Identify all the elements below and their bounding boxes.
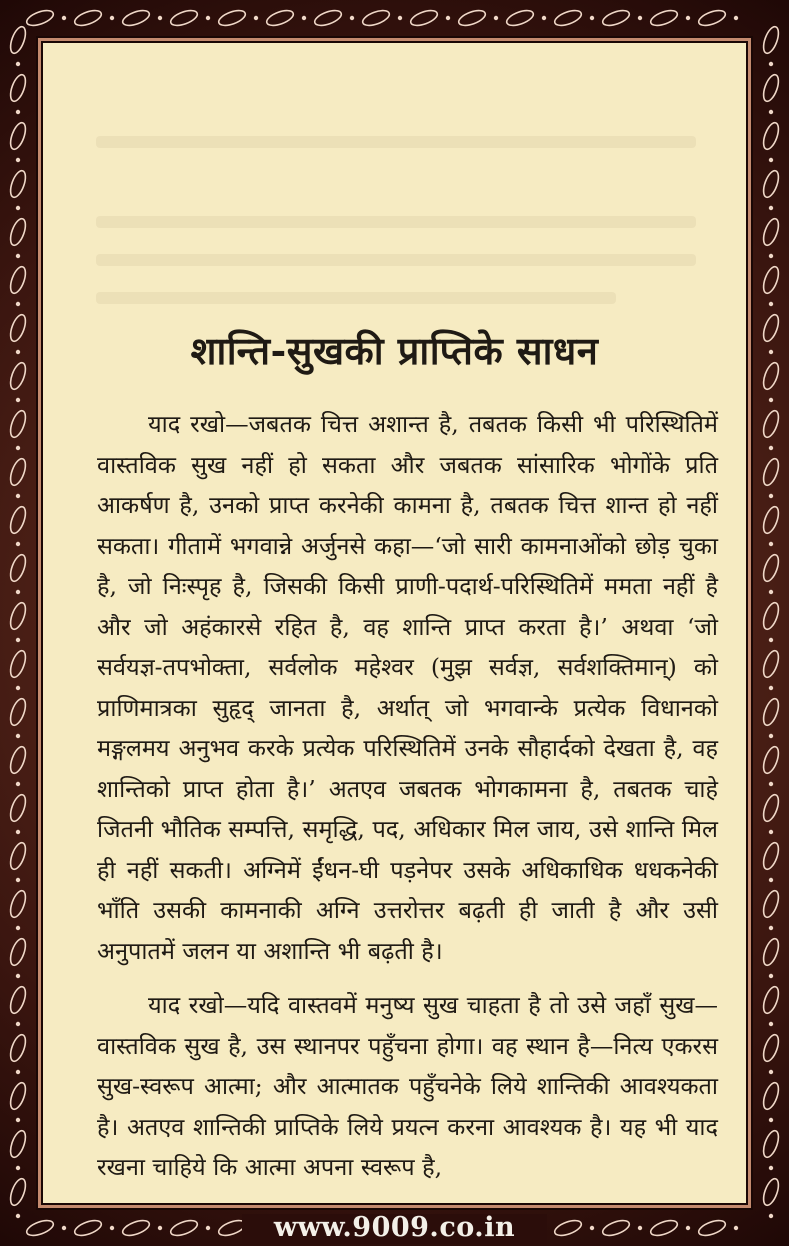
bleed-through-line — [96, 292, 616, 304]
ornament-loop — [8, 25, 29, 55]
ornament-dot — [16, 1118, 20, 1122]
ornament-dot — [734, 16, 738, 20]
ornament-loop — [761, 217, 782, 247]
ornament-loop — [761, 265, 782, 295]
ornament-dot — [769, 206, 773, 210]
ornament-dot — [16, 350, 20, 354]
ornament-loop — [761, 985, 782, 1015]
ornament-dot — [16, 830, 20, 834]
ornament-loop — [761, 25, 782, 55]
ornament-dot — [16, 542, 20, 546]
ornament-loop — [8, 553, 29, 583]
ornament-dot — [16, 590, 20, 594]
ornament-loop — [8, 937, 29, 967]
ornament-dot — [769, 62, 773, 66]
ornament-dot — [16, 494, 20, 498]
ornament-loop — [8, 745, 29, 775]
ornament-dot — [16, 686, 20, 690]
ornament-loop — [761, 649, 782, 679]
ornament-dot — [16, 254, 20, 258]
ornament-dot — [16, 206, 20, 210]
ornament-loop — [649, 8, 679, 29]
ornament-loop — [761, 1177, 782, 1207]
ornament-dot — [638, 16, 642, 20]
ornament-loop — [8, 601, 29, 631]
bleed-through-line — [96, 216, 696, 228]
ornament-dot — [769, 830, 773, 834]
ornament-loop — [8, 985, 29, 1015]
ornament-dot — [16, 446, 20, 450]
ornament-dot — [446, 16, 450, 20]
ornament-loop — [8, 73, 29, 103]
ornament-dot — [16, 398, 20, 402]
ornament-dot — [16, 1070, 20, 1074]
ornament-dot — [16, 734, 20, 738]
ornament-dot — [769, 926, 773, 930]
ornament-loop — [761, 73, 782, 103]
ornament-loop — [761, 553, 782, 583]
ornament-dot — [769, 494, 773, 498]
ornament-loop — [8, 265, 29, 295]
ornament-dot — [769, 1022, 773, 1026]
bleed-through-line — [96, 254, 696, 266]
ornamental-border-left — [0, 0, 36, 1246]
ornament-loop — [8, 505, 29, 535]
ornament-loop — [761, 793, 782, 823]
paragraph: याद रखो—यदि वास्तवमें मनुष्य सुख चाहता है तो उसे जहाँ सुख—वास्तविक सुख है, उस स्थानपर पहुँचना होगा। वह स्थान है—नित्य एकरस सुख-स्वरूप आत्मा; और आत्मातक पहुँचनेके लिये शान्तिकी आवश्यकता है। अतएव शान्तिकी प्राप्तिके लिये प्रयत्न करना आवश्यक है। यह भी याद रखना चाहिये कि आत्मा अपना स्वरूप है, — [97, 991, 718, 1181]
ornament-loop — [73, 8, 103, 29]
ornament-loop — [761, 1081, 782, 1111]
ornament-dot — [769, 398, 773, 402]
paragraph: याद रखो—जबतक चित्त अशान्त है, तबतक किसी भी परिस्थितिमें वास्तविक सुख नहीं हो सकता और जबतक सांसारिक भोगोंके प्रति आकर्षण है, उनको प्राप्त करनेकी कामना है, तबतक चित्त शान्त हो नहीं सकता। गीतामें भगवान्ने अर्जुनसे कहा—‘जो सारी कामनाओंको छोड़ चुका है, जो निःस्पृह है, जिसकी किसी प्राणी-पदार्थ-परिस्थितिमें ममता नहीं है और जो अहंकारसे रहित है, वह शान्ति प्राप्त करता है।’ अथवा ‘जो सर्वयज्ञ-तपभोक्ता, सर्वलोक महेश्वर (मुझ सर्वज्ञ, सर्वशक्तिमान्) को प्राणिमात्रका सुहृद् जानता है, अर्थात् जो भगवान्के प्रत्येक विधानको मङ्गलमय अनुभव करके प्रत्येक परिस्थितिमें उनके सौहार्दको देखता है, वह शान्तिको प्राप्त होता है।’ अतएव जबतक भोगकामना है, तबतक चाहे जितनी भौतिक सम्पत्ति, समृद्धि, पद, अधिकार मिल जाय, उसे शान्ति मिल ही नहीं सकती। अग्निमें ईंधन-घी पड़नेपर उसके अधिकाधिक धधकनेकी भाँति उसकी कामनाकी अग्नि उत्तरोत्तर बढ़ती ही जाती है और उसी अनुपातमें जलन या अशान्ति भी बढ़ती है। — [97, 410, 718, 965]
ornament-dot — [110, 16, 114, 20]
ornament-dot — [254, 16, 258, 20]
ornament-loop — [8, 217, 29, 247]
ornament-loop — [761, 121, 782, 151]
ornament-loop — [761, 745, 782, 775]
ornament-dot — [302, 16, 306, 20]
ornament-loop — [217, 8, 247, 29]
ornament-loop — [169, 8, 199, 29]
site-url[interactable]: www.9009.co.in — [273, 1212, 516, 1243]
ornament-loop — [601, 8, 631, 29]
ornament-loop — [8, 169, 29, 199]
ornament-dot — [16, 878, 20, 882]
ornament-loop — [8, 841, 29, 871]
ornament-loop — [8, 1129, 29, 1159]
ornament-dot — [206, 16, 210, 20]
ornament-loop — [761, 1129, 782, 1159]
ornament-loop — [313, 8, 343, 29]
ornament-dot — [16, 974, 20, 978]
ornament-loop — [505, 8, 535, 29]
ornament-dot — [769, 110, 773, 114]
ornamental-border-top — [0, 0, 789, 36]
ornament-dot — [769, 542, 773, 546]
ornament-loop — [761, 169, 782, 199]
ornament-dot — [769, 590, 773, 594]
ornament-loop — [8, 1177, 29, 1207]
ornament-loop — [761, 361, 782, 391]
ornament-loop — [553, 8, 583, 29]
ornament-loop — [457, 8, 487, 29]
ornament-loop — [121, 8, 151, 29]
ornament-loop — [761, 889, 782, 919]
ornament-dot — [494, 16, 498, 20]
ornament-loop — [8, 121, 29, 151]
ornament-dot — [769, 638, 773, 642]
ornament-dot — [769, 782, 773, 786]
ornament-loop — [8, 889, 29, 919]
ornament-dot — [769, 254, 773, 258]
ornament-dot — [769, 350, 773, 354]
ornament-dot — [769, 158, 773, 162]
ornament-dot — [769, 974, 773, 978]
ornament-dot — [16, 782, 20, 786]
ornament-dot — [16, 1166, 20, 1170]
ornament-loop — [761, 313, 782, 343]
ornament-loop — [361, 8, 391, 29]
ornament-dot — [686, 16, 690, 20]
ornament-dot — [542, 16, 546, 20]
ornament-dot — [62, 16, 66, 20]
ornament-loop — [8, 313, 29, 343]
ornament-loop — [761, 601, 782, 631]
ornament-dot — [398, 16, 402, 20]
ornament-loop — [761, 1033, 782, 1063]
page-paper — [36, 36, 753, 1210]
ornament-dot — [350, 16, 354, 20]
ornament-loop — [761, 505, 782, 535]
ornament-dot — [16, 158, 20, 162]
ornament-dot — [590, 16, 594, 20]
ornament-loop — [8, 457, 29, 487]
ornament-dot — [769, 1118, 773, 1122]
ornament-loop — [265, 8, 295, 29]
ornament-dot — [16, 926, 20, 930]
ornament-loop — [8, 409, 29, 439]
ornament-loop — [8, 361, 29, 391]
ornament-dot — [769, 878, 773, 882]
ornament-loop — [761, 697, 782, 727]
ornament-dot — [769, 686, 773, 690]
ornament-dot — [16, 62, 20, 66]
ornament-loop — [409, 8, 439, 29]
page-title: शान्ति-सुखकी प्राप्तिके साधन — [190, 328, 599, 373]
ornament-loop — [761, 409, 782, 439]
ornament-dot — [769, 1166, 773, 1170]
ornamental-border-right — [753, 0, 789, 1246]
ornament-dot — [769, 734, 773, 738]
ornament-dot — [158, 16, 162, 20]
ornament-loop — [761, 457, 782, 487]
ornament-loop — [8, 697, 29, 727]
ornament-dot — [16, 638, 20, 642]
ornament-loop — [697, 8, 727, 29]
bleed-through-line — [96, 136, 696, 148]
ornament-loop — [761, 841, 782, 871]
ornament-loop — [8, 649, 29, 679]
ornament-dot — [769, 302, 773, 306]
ornament-dot — [769, 1070, 773, 1074]
ornament-dot — [16, 110, 20, 114]
ornament-loop — [8, 793, 29, 823]
ornament-dot — [16, 302, 20, 306]
ornament-dot — [769, 446, 773, 450]
ornament-loop — [8, 1081, 29, 1111]
ornament-dot — [16, 1022, 20, 1026]
ornament-loop — [8, 1033, 29, 1063]
article-body — [97, 404, 718, 1202]
ornament-loop — [761, 937, 782, 967]
